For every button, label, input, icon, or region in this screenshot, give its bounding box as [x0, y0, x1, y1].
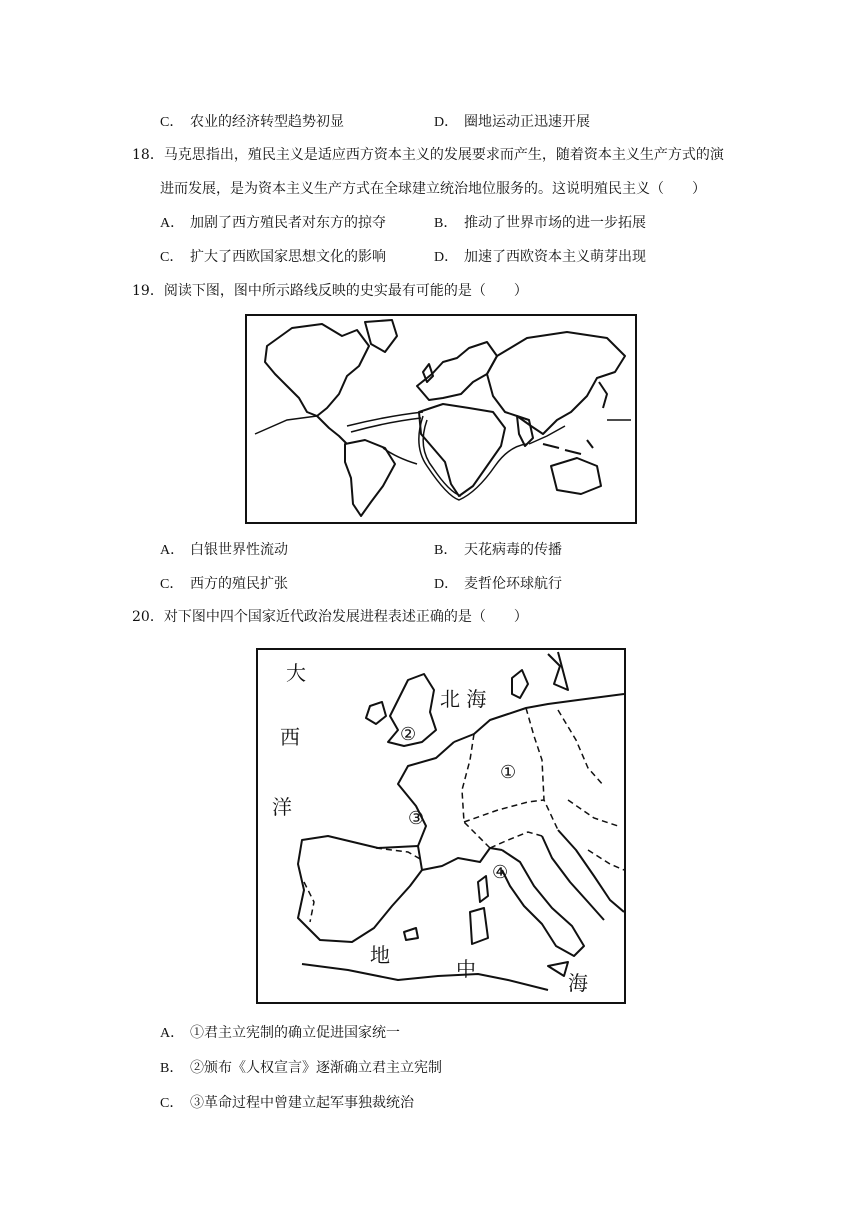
option-letter: A． — [160, 216, 185, 231]
option-letter: B． — [434, 543, 458, 558]
label-atlantic-1: 大 — [286, 661, 306, 685]
q18-option-b — [434, 214, 646, 233]
option-text: ③革命过程中曾建立起军事独裁统治 — [190, 1095, 414, 1111]
med-north-coast — [422, 848, 502, 870]
q18-stem-line2: 进而发展，是为资本主义生产方式在全球建立统治地位服务的。这说明殖民主义（ ） — [160, 181, 706, 197]
option-text: 西方的殖民扩张 — [190, 576, 288, 592]
europe-map — [256, 648, 626, 1004]
q20-option-a — [160, 1024, 400, 1043]
denmark-outline — [512, 670, 528, 698]
option-text: 加剧了西方殖民者对东方的掠夺 — [190, 215, 386, 231]
q20-option-c — [160, 1094, 414, 1113]
world-route-map-drawing — [247, 316, 635, 522]
central-america-outline — [317, 416, 347, 444]
q17-option-d — [434, 113, 590, 132]
ireland-outline — [366, 702, 386, 724]
question-text: 马克思指出，殖民主义是适应西方资本主义的发展要求而产生，随着资本主义生产方式的演 — [163, 147, 724, 163]
africa-outline — [419, 404, 505, 496]
border-france-germany — [462, 734, 490, 848]
greenland-outline — [365, 320, 397, 352]
label-north-sea: 北 海 — [440, 687, 487, 711]
question-text: 对下图中四个国家近代政治发展进程表述正确的是（ ） — [163, 609, 528, 625]
q17-option-c — [160, 113, 344, 132]
asia-outline — [487, 332, 625, 434]
question-number: 18． — [132, 147, 164, 163]
label-country-3: ③ — [408, 808, 425, 829]
q20-option-b — [160, 1059, 442, 1078]
question-text: 阅读下图，图中所示路线反映的史实最有可能的是（ ） — [163, 283, 528, 299]
sicily-outline — [548, 962, 568, 976]
north-america-outline — [265, 324, 369, 416]
iberia-outline — [298, 836, 422, 942]
italy-outline — [502, 850, 584, 956]
border-east-3 — [588, 850, 624, 870]
option-letter: C． — [160, 1096, 184, 1111]
corsica-outline — [478, 876, 488, 902]
q19-stem — [132, 282, 528, 300]
route-south-atlantic — [383, 448, 417, 464]
balkans-coast — [558, 830, 624, 912]
option-letter: B． — [160, 1061, 184, 1076]
label-country-4: ④ — [492, 862, 509, 883]
label-atlantic-2: 西 — [280, 725, 300, 749]
option-letter: B． — [434, 216, 458, 231]
route-around-africa — [419, 416, 527, 500]
sardinia-outline — [470, 908, 488, 944]
q18-option-c — [160, 248, 386, 267]
scandinavia-outline — [548, 652, 568, 690]
border-germany-south — [464, 800, 544, 822]
border-germany-east — [526, 708, 558, 830]
option-text: 天花病毒的传播 — [464, 542, 562, 558]
option-letter: C． — [160, 250, 184, 265]
q20-stem — [132, 608, 528, 626]
border-portugal — [304, 882, 314, 922]
question-number: 19． — [132, 283, 164, 299]
option-text: 扩大了西欧国家思想文化的影响 — [190, 249, 386, 265]
africa-coast — [302, 964, 548, 990]
option-letter: D． — [434, 250, 459, 265]
option-letter: A． — [160, 543, 185, 558]
option-text: 加速了西欧资本主义萌芽出现 — [464, 249, 646, 265]
border-east-1 — [558, 710, 604, 786]
q19-option-b — [434, 541, 562, 560]
q18-option-d — [434, 248, 646, 267]
route-atlantic-crossing-2 — [351, 418, 421, 432]
option-letter: A． — [160, 1026, 185, 1041]
label-med-1: 地 — [370, 943, 390, 967]
question-number: 20． — [132, 609, 164, 625]
option-text: 圈地运动正迅速开展 — [464, 114, 590, 130]
label-country-1: ① — [500, 762, 517, 783]
option-letter: C． — [160, 115, 184, 130]
q19-option-c — [160, 575, 288, 594]
q18-option-a — [160, 214, 386, 233]
europe-map-drawing — [258, 650, 624, 1002]
route-atlantic-west — [255, 416, 317, 434]
option-text: 麦哲伦环球航行 — [464, 576, 562, 592]
option-text: ①君主立宪制的确立促进国家统一 — [190, 1025, 400, 1041]
option-letter: D． — [434, 115, 459, 130]
border-italy-north — [490, 832, 542, 848]
world-route-map — [245, 314, 637, 524]
border-spain-france — [376, 848, 422, 860]
option-text: 推动了世界市场的进一步拓展 — [464, 215, 646, 231]
option-letter: C． — [160, 577, 184, 592]
option-text: 白银世界性流动 — [190, 542, 288, 558]
japan-outline — [599, 382, 607, 408]
label-med-3: 海 — [568, 971, 588, 995]
france-west-coast — [398, 742, 454, 846]
option-text: 农业的经济转型趋势初显 — [190, 114, 344, 130]
q18-stem-line1 — [132, 146, 724, 164]
border-east-2 — [568, 800, 618, 826]
label-atlantic-3: 洋 — [272, 795, 292, 819]
label-country-2: ② — [400, 724, 417, 745]
q19-option-d — [434, 575, 562, 594]
australia-outline — [551, 458, 601, 494]
option-text: ②颁布《人权宣言》逐渐确立君主立宪制 — [190, 1060, 442, 1076]
q19-option-a — [160, 541, 288, 560]
balearic-outline — [404, 928, 418, 940]
label-med-2: 中 — [456, 957, 476, 981]
option-letter: D． — [434, 577, 459, 592]
europe-outline — [417, 342, 497, 400]
islands-outline — [543, 440, 593, 454]
